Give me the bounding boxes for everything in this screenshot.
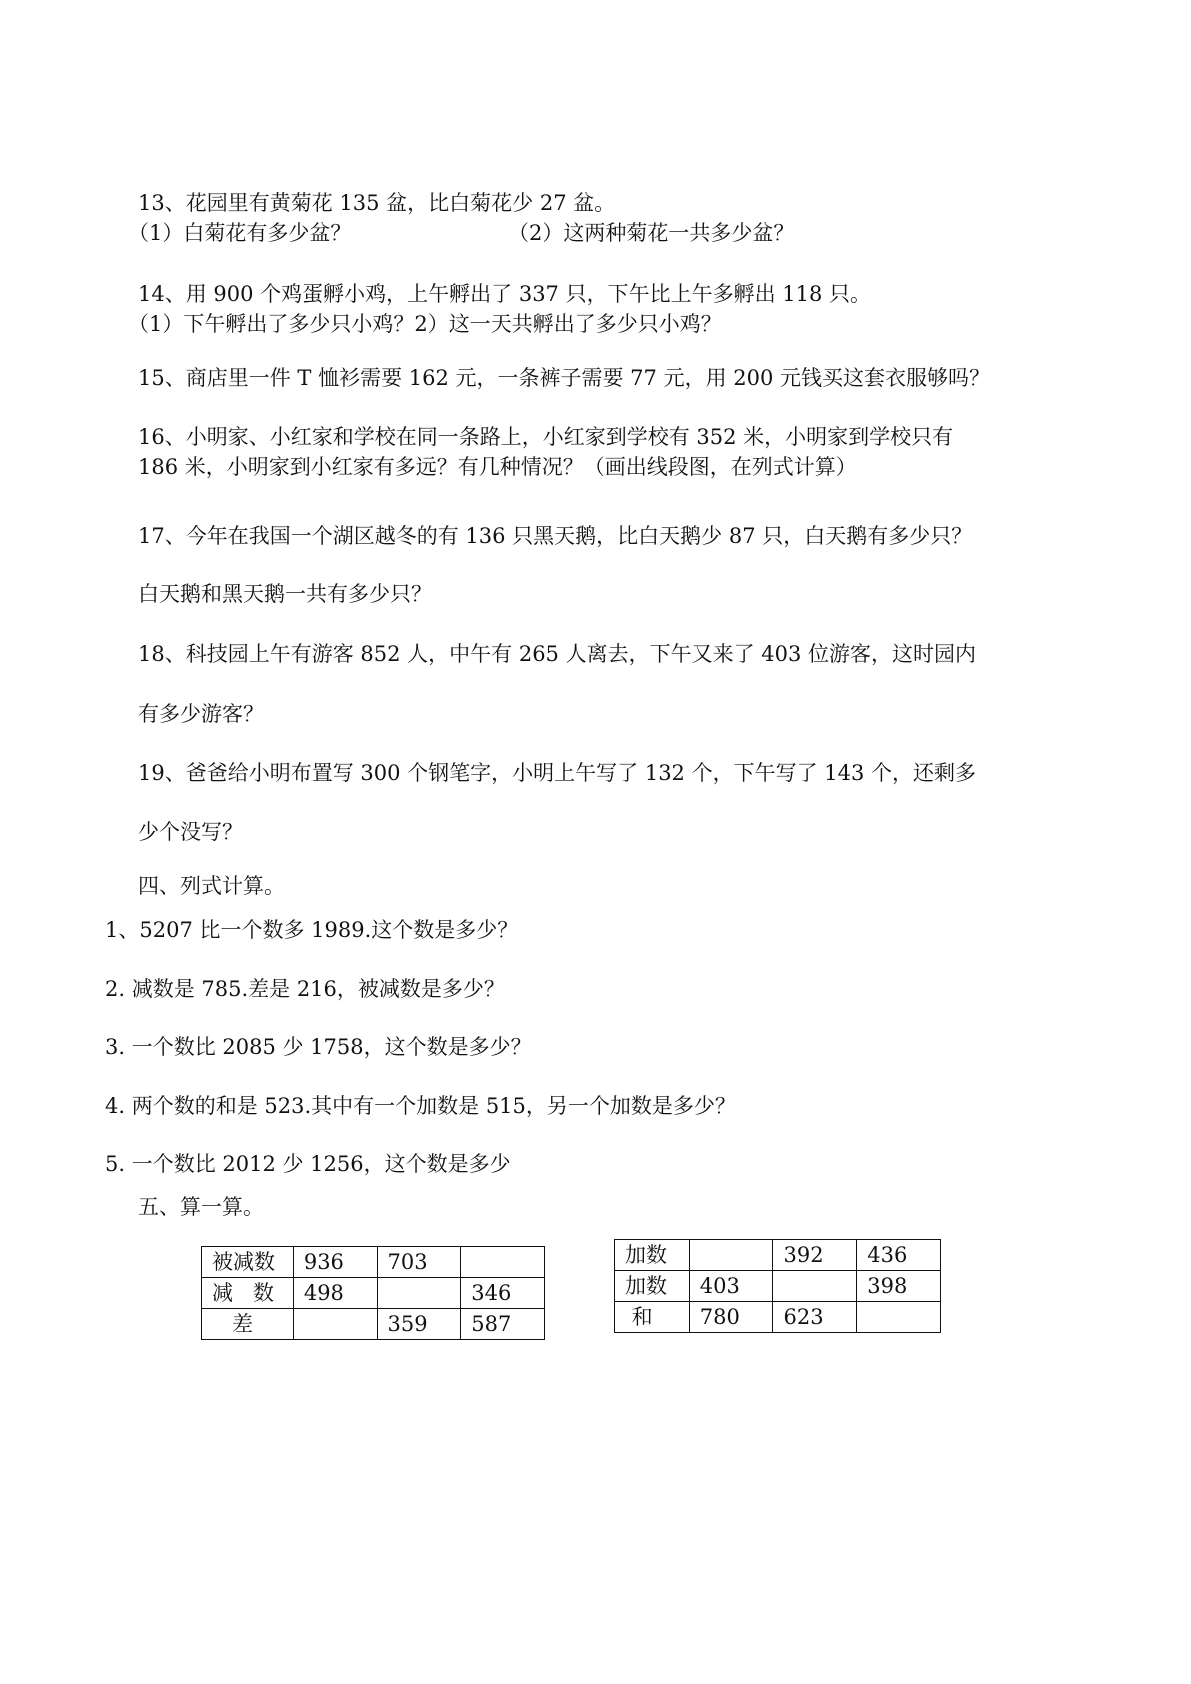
table-cell: 加数: [615, 1240, 690, 1271]
table-row: [202, 1278, 545, 1309]
table-cell: 减 数: [202, 1278, 294, 1309]
table-cell: 加数: [615, 1271, 690, 1302]
table-cell: [293, 1309, 377, 1340]
table-cell: 346: [461, 1278, 545, 1309]
addition-table: [614, 1239, 941, 1333]
problem-17-line-2: 白天鹅和黑天鹅一共有多少只？: [138, 582, 432, 606]
table-cell: 780: [689, 1302, 773, 1333]
table-cell: 403: [689, 1271, 773, 1302]
table-cell: [377, 1278, 461, 1309]
table-cell: 623: [773, 1302, 857, 1333]
problem-17-line-1: 17、今年在我国一个湖区越冬的有 136 只黑天鹅，比白天鹅少 87 只，白天鹅有多少只？: [138, 524, 973, 548]
problem-16-line-1: 16、小明家、小红家和学校在同一条路上，小红家到学校有 352 米，小明家到学校只有: [138, 425, 954, 449]
table-row: [202, 1247, 545, 1278]
table-cell: [689, 1240, 773, 1271]
table-cell: [857, 1302, 941, 1333]
table-cell: 498: [293, 1278, 377, 1309]
table-cell: 差: [202, 1309, 294, 1340]
table-cell: 359: [377, 1309, 461, 1340]
section-4-item-2: 2. 减数是 785.差是 216，被减数是多少？: [105, 977, 505, 1001]
table-row: [615, 1302, 941, 1333]
section-4-title: 四、列式计算。: [138, 874, 285, 898]
table-cell: 587: [461, 1309, 545, 1340]
problem-14-questions: （1）下午孵出了多少只小鸡？2）这一天共孵出了多少只小鸡？: [128, 312, 722, 336]
section-4-item-3: 3. 一个数比 2085 少 1758，这个数是多少？: [105, 1035, 532, 1059]
subtraction-table: [201, 1246, 545, 1340]
table-cell: 703: [377, 1247, 461, 1278]
table-cell: 436: [857, 1240, 941, 1271]
section-4-item-5: 5. 一个数比 2012 少 1256，这个数是多少: [105, 1152, 511, 1176]
table-cell: [773, 1271, 857, 1302]
problem-19-line-2: 少个没写？: [138, 820, 243, 844]
problem-16-line-2: 186 米，小明家到小红家有多远？有几种情况？（画出线段图，在列式计算）: [138, 455, 857, 479]
problem-19-line-1: 19、爸爸给小明布置写 300 个钢笔字，小明上午写了 132 个，下午写了 143 个，还剩多: [138, 761, 977, 785]
table-cell: [461, 1247, 545, 1278]
problem-13-stem: 13、花园里有黄菊花 135 盆，比白菊花少 27 盆。: [138, 191, 616, 215]
table-cell: 398: [857, 1271, 941, 1302]
table-row: [202, 1309, 545, 1340]
problem-15-stem: 15、商店里一件 T 恤衫需要 162 元，一条裤子需要 77 元，用 200 元钱买这套衣服够吗？: [138, 366, 991, 390]
problem-18-line-2: 有多少游客？: [138, 702, 264, 726]
section-4-item-1: 1、5207 比一个数多 1989.这个数是多少？: [105, 918, 519, 942]
table-cell: 和: [615, 1302, 690, 1333]
section-4-item-4: 4. 两个数的和是 523.其中有一个加数是 515，另一个加数是多少？: [105, 1094, 736, 1118]
table-cell: 936: [293, 1247, 377, 1278]
table-cell: 被减数: [202, 1247, 294, 1278]
problem-13-question-2: （2）这两种菊花一共多少盆？: [508, 221, 795, 245]
table-cell: 392: [773, 1240, 857, 1271]
problem-14-stem: 14、用 900 个鸡蛋孵小鸡，上午孵出了 337 只，下午比上午多孵出 118 只。: [138, 282, 872, 306]
table-row: [615, 1240, 941, 1271]
problem-18-line-1: 18、科技园上午有游客 852 人，中午有 265 人离去，下午又来了 403 位游客，这时园内: [138, 642, 977, 666]
problem-13-question-1: （1）白菊花有多少盆？: [128, 221, 352, 245]
table-row: [615, 1271, 941, 1302]
section-5-title: 五、算一算。: [138, 1195, 264, 1219]
